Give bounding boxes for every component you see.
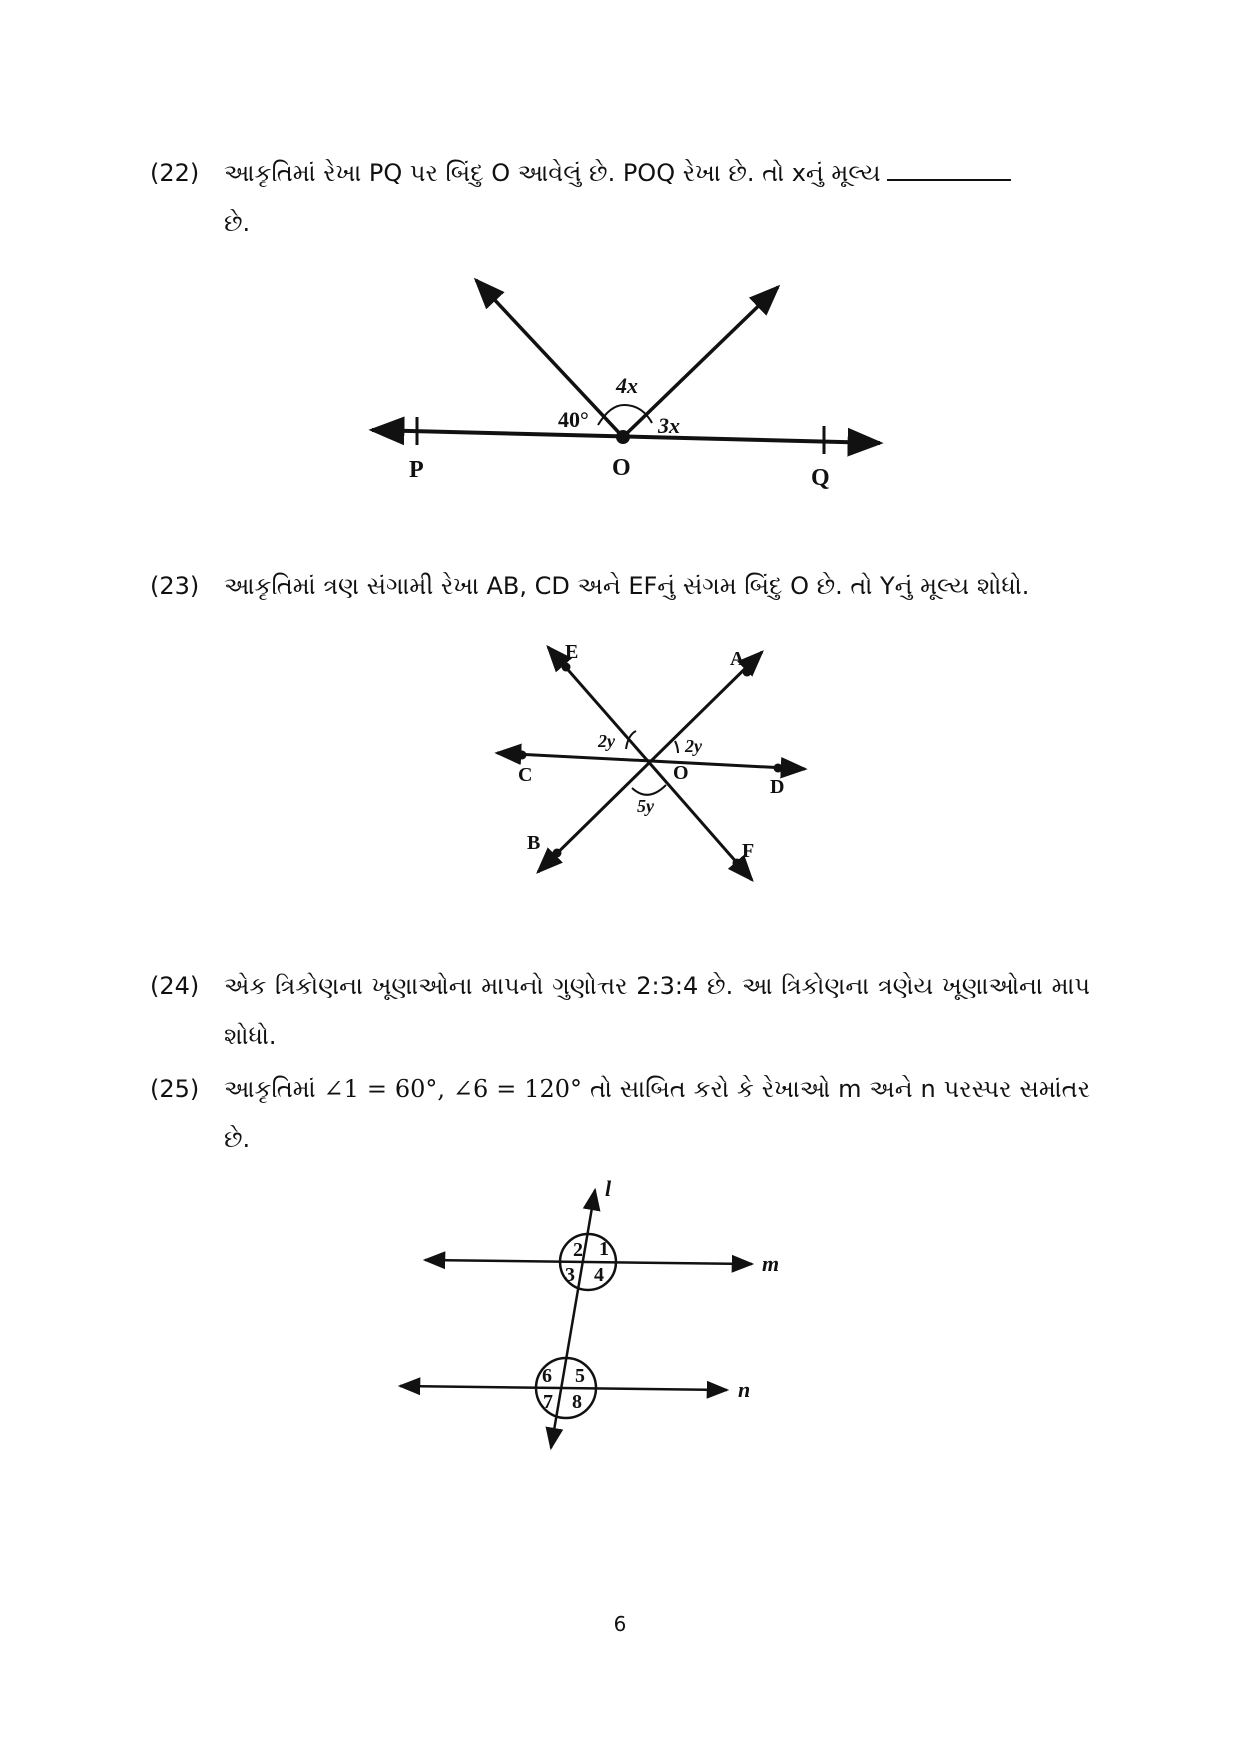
question-text: આકૃતિમાં ત્રણ સંગામી રેખા AB, CD અને EFનું સંગમ બિંદુ O છે. તો Yનું મૂલ્ય શોધો. — [224, 572, 1030, 600]
figure-22-linear-pair — [0, 265, 1240, 491]
label-angle-2: 2 — [573, 1239, 583, 1261]
label-5y: 5y — [637, 796, 654, 816]
label-angle-4: 4 — [594, 1264, 604, 1286]
label-m: m — [762, 1251, 780, 1276]
label-b: B — [527, 832, 541, 854]
angle-arc-right — [675, 741, 678, 753]
point-c — [518, 751, 527, 760]
label-angle-8: 8 — [572, 1391, 582, 1413]
label-e: E — [565, 641, 579, 663]
question-number: (24) — [150, 972, 200, 1000]
point-e — [562, 663, 571, 672]
figure-25-parallel-lines — [0, 1168, 1240, 1458]
label-l: l — [605, 1176, 612, 1201]
question-text: આકૃતિમાં રેખા PQ પર બિંદુ O આવેલું છે. POQ રેખા છે. તો xનું મૂલ્ય છે. — [224, 148, 1090, 248]
question-number: (22) — [150, 159, 200, 187]
label-angle-40: 40° — [558, 407, 589, 432]
question-23 — [150, 561, 1090, 611]
label-angle-5: 5 — [575, 1365, 585, 1387]
label-a: A — [730, 648, 745, 670]
question-text: આકૃતિમાં ∠1 = 60°, ∠6 = 120° તો સાબિત કરો કે રેખાઓ m અને n પરસ્પર સમાંતર છે. — [224, 1075, 1090, 1153]
answer-blank — [887, 159, 1011, 181]
point-b — [553, 849, 562, 858]
angle-arc-bottom — [632, 785, 666, 795]
question-number: (25) — [150, 1075, 200, 1103]
line-n — [400, 1386, 727, 1390]
label-angle-6: 6 — [542, 1365, 552, 1387]
label-angle-1: 1 — [599, 1238, 609, 1260]
label-n: n — [738, 1377, 751, 1402]
point-o — [616, 430, 630, 444]
label-2y-right: 2y — [685, 736, 702, 756]
angle-condition: ∠1 = 60°, ∠6 = 120° — [323, 1075, 583, 1103]
label-d: D — [770, 776, 785, 798]
point-f — [733, 859, 742, 868]
question-25 — [150, 1064, 1090, 1164]
page-number: 6 — [613, 1612, 627, 1636]
label-c: C — [518, 764, 533, 786]
label-p: P — [409, 457, 424, 483]
label-2y-left: 2y — [598, 731, 615, 751]
label-angle-4x: 4x — [616, 373, 638, 398]
question-number: (23) — [150, 572, 200, 600]
label-o: O — [673, 762, 689, 784]
line-m — [425, 1260, 752, 1264]
point-d — [774, 764, 783, 773]
label-angle-7: 7 — [543, 1391, 553, 1413]
label-q: Q — [811, 465, 830, 491]
question-24 — [150, 961, 1090, 1061]
label-angle-3x: 3x — [658, 413, 680, 438]
question-text: એક ત્રિકોણના ખૂણાઓના માપનો ગુણોત્તર 2:3:4 છે. આ ત્રિકોણના ત્રણેય ખૂણાઓના માપ શોધો. — [224, 972, 1090, 1050]
ray-left — [476, 280, 623, 437]
figure-23-concurrent-lines — [0, 635, 1240, 885]
label-angle-3: 3 — [565, 1264, 575, 1286]
label-o: O — [612, 455, 631, 481]
label-f: F — [742, 840, 755, 862]
question-22 — [150, 148, 1090, 248]
